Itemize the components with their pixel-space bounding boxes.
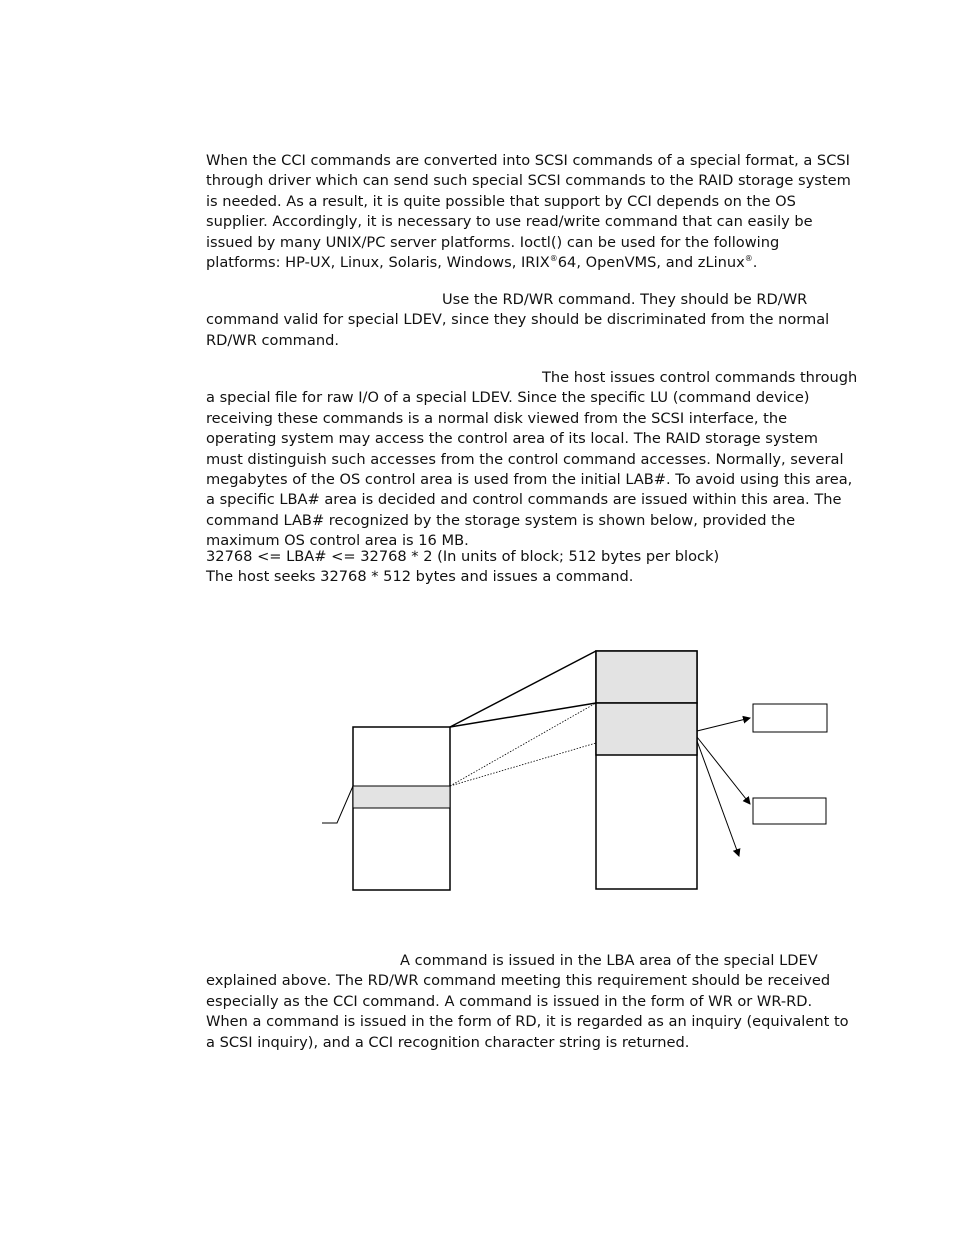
- registered-mark: ®: [744, 254, 753, 264]
- label-box-1: [753, 704, 827, 732]
- command-area-pointer: [322, 786, 353, 823]
- arrow-to-box-2: [697, 737, 750, 804]
- mapping-line-mid: [450, 703, 596, 727]
- paragraph-control-area-text: The host issues control commands through a special file for raw I/O of a special LDEV. Since the specific LU (command device) receiving these commands is a normal disk viewed from the SCSI interface, the operating system may access the control area of its local. The RAID storage system must distinguish such accesses from the control command accesses. Normally, several megabytes of the OS control area is used from the initial LAB#. To avoid using this area, a specific LBA# area is decided and control commands are issued within this area. The command LAB# recognized by the storage system is shown below, provided the maximum OS control area is 16 MB.: [206, 369, 858, 550]
- registered-mark: ®: [549, 254, 558, 264]
- lu-block: [353, 727, 450, 890]
- mapping-dotted-2: [450, 743, 596, 786]
- paragraph-control-area: [206, 368, 858, 552]
- storage-command-area: [596, 703, 697, 755]
- paragraph-ioctl-text-a: When the CCI commands are converted into SCSI commands of a special format, a SCSI through driver which can send such special SCSI commands to the RAID storage system is needed. As a result, it is quite possible that support by CCI depends on the OS supplier. Accordingly, it is necessary to use read/write command that can easily be issued by many UNIX/PC server platforms. Ioctl() can be used for the following platforms: HP-UX, Linux, Solaris, Windows, IRIX: [206, 152, 851, 272]
- paragraph-rdwr-text: Use the RD/WR command. They should be RD/WR command valid for special LDEV, since they should be discriminated from the normal RD/WR command.: [206, 291, 830, 349]
- label-box-2: [753, 798, 826, 824]
- formula: [206, 547, 858, 588]
- storage-block: [596, 651, 697, 889]
- paragraph-rdwr: [206, 290, 858, 351]
- arrow-down: [697, 741, 739, 856]
- mapping-dotted-1: [450, 703, 596, 786]
- formula-line-2: The host seeks 32768 * 512 bytes and issues a command.: [206, 568, 634, 586]
- mapping-line-top: [450, 651, 596, 727]
- paragraph-ioctl-text-b: 64, OpenVMS, and zLinux: [557, 254, 745, 272]
- lu-command-area: [353, 786, 450, 808]
- paragraph-command-issue: [206, 951, 858, 1053]
- paragraph-ioctl-text-c: .: [752, 254, 758, 272]
- paragraph-command-issue-text: A command is issued in the LBA area of the special LDEV explained above. The RD/WR command meeting this requirement should be received especially as the CCI command. A command is issued in the form of WR or WR-RD. When a command is issued in the form of RD, it is regarded as an inquiry (equivalent to a SCSI inquiry), and a CCI recognition character string is returned.: [206, 952, 849, 1051]
- storage-os-area: [596, 651, 697, 703]
- arrow-to-box-1: [697, 718, 750, 731]
- formula-line-1: 32768 <= LBA# <= 32768 * 2 (In units of block; 512 bytes per block): [206, 548, 720, 565]
- paragraph-ioctl: [206, 151, 858, 273]
